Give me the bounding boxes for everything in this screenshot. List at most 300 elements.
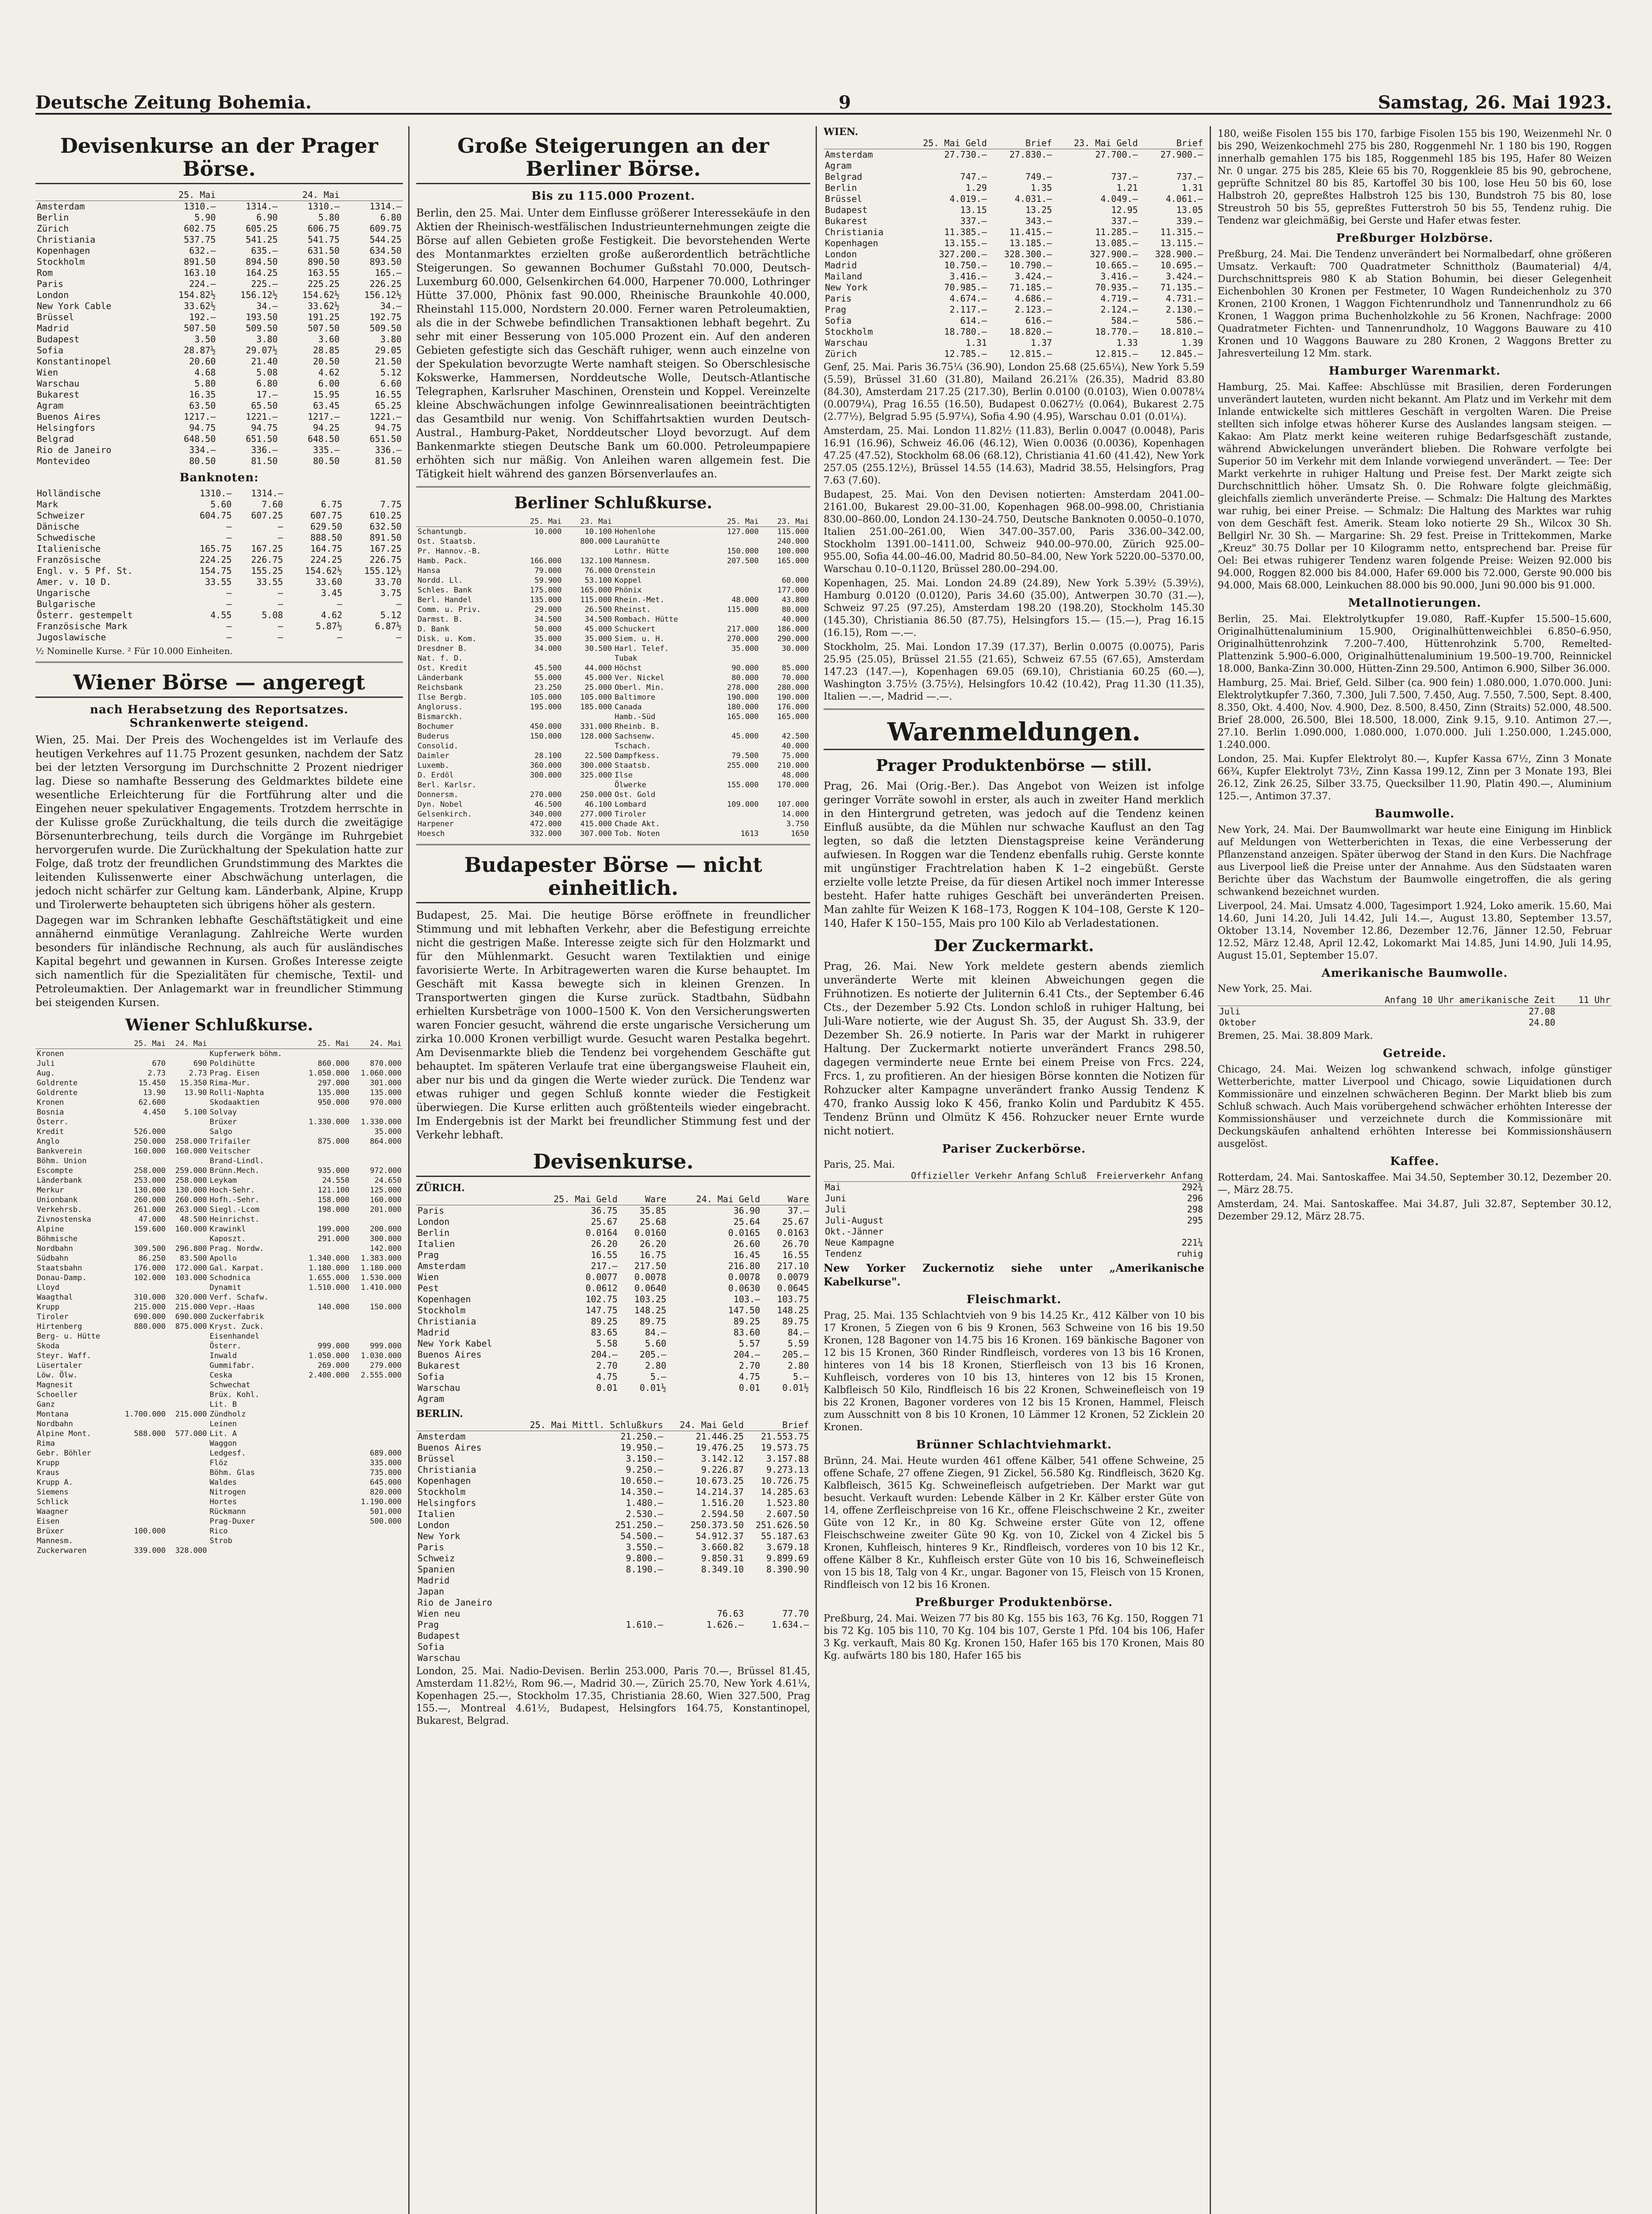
table-cell [668, 1653, 745, 1664]
table-cell: Französische [37, 554, 101, 565]
table-cell: Agram [418, 1393, 445, 1404]
table-row [416, 683, 810, 693]
table-cell [665, 1553, 668, 1564]
table-row [35, 1293, 403, 1302]
table-cell [988, 160, 1053, 171]
table-cell: 970.000 [370, 1098, 402, 1107]
table-cell: 890.50 [307, 256, 340, 267]
article-paragraph: Genf, 25. Mai. Paris 36.75¼ (36.90), London 25.68 (25.65¼), New York 5.59 (5.59), Brüssel 31.60 (31.80), Mailand 26.21⅞ (26.35), Madrid 83.80 (84.30), Amsterdam 217.25 (217.30), Berlin 0.0100 (0.0103), Wien 0.0078¼ (0.0079¼), Prag 16.55 (16.50), Budapest 0.0627½ (0.064), Bukarest 2.75 (2.77½), Belgrad 5.95 (5.97¼), Sofia 4.90 (4.95), Warschau 0.01 (0.01¼). [824, 362, 1204, 422]
table-cell: 185.000 [580, 703, 612, 712]
table-row [35, 1409, 403, 1419]
table-row [824, 304, 1204, 315]
table-cell: 3.416.— [1100, 271, 1138, 282]
table-row [824, 238, 1204, 249]
article-paragraph: Hamburg, 25. Mai. Brief, Geld. Silber (ca. 900 fein) 1.080.000, 1.070.000. Juni: Elektrolytkupfer 7.360, 7.300, Juli 7.500, 7.450, Aug. 7.550, 7.500, Sept. 8.400, 8.350, Okt. 4.400, Nov. 4.900, Dez. 8.500, 8.450, Zinn (Straits) 52.000, 48.500. Brief 28.000, 26.500, Blei 18.500, 18.000, Zink 9.15, 9.10. Antimon 27.—, 27.10. Berlin 1.090.000, 1.080.000, 1.070.000. Juli 1.250.000, 1.245.000, 1.240.000. [1218, 677, 1612, 751]
table-row [824, 348, 1204, 360]
table-row [35, 1331, 403, 1341]
column-header: 23. Mai [563, 517, 613, 527]
table-cell [351, 1536, 403, 1546]
table-cell: Krupp A. [37, 1478, 73, 1487]
table-cell: Agram [37, 400, 64, 411]
table-cell: Harpener [418, 820, 454, 828]
table-cell: 20.50 [313, 356, 340, 367]
table-row [824, 227, 1204, 238]
table-cell [525, 1393, 619, 1405]
table-row [35, 1458, 403, 1468]
table-cell [351, 1215, 403, 1224]
table-cell: Amsterdam [418, 1431, 466, 1442]
table-cell: 2.70 [596, 1360, 618, 1371]
table-row [416, 780, 810, 790]
table-cell: 165.75 [199, 543, 232, 554]
table-cell [167, 1127, 208, 1137]
table-cell [115, 1341, 167, 1351]
table-cell [115, 1468, 167, 1478]
table-cell [900, 1237, 1051, 1248]
wiener-schluss-table [35, 1039, 403, 1556]
table-cell: 103.25 [634, 1294, 666, 1304]
table-cell: 1310.— [307, 201, 340, 212]
table-cell: 526.000 [134, 1127, 166, 1136]
table-cell [351, 1429, 403, 1439]
table-cell: 4.031.— [1014, 194, 1052, 204]
table-cell [619, 1393, 668, 1405]
table-row [416, 654, 810, 663]
produkten-title: Prager Produktenbörse — still. [876, 756, 1152, 775]
table-cell [1051, 1215, 1087, 1226]
table-cell: 337.— [960, 216, 987, 226]
table-cell: Spanien [418, 1564, 455, 1575]
table-cell [298, 1487, 351, 1497]
table-cell: Brüssel [37, 312, 74, 322]
table-cell: Dynamit [209, 1283, 242, 1292]
table-cell [167, 1478, 208, 1487]
table-cell [665, 1442, 668, 1453]
table-cell: Kupferwerk böhm. [209, 1049, 282, 1058]
table-cell: 45.000 [584, 673, 612, 682]
table-cell: 2.130.— [1165, 304, 1203, 315]
table-cell: 893.50 [369, 256, 402, 267]
table-cell: Tendenz [825, 1248, 863, 1259]
table-cell: 251.250.— [615, 1520, 663, 1530]
table-cell: Budapest [418, 1630, 460, 1641]
table-cell: 240.000 [777, 537, 809, 546]
table-cell [1051, 1248, 1087, 1259]
table-cell: 21.250.— [620, 1431, 663, 1442]
table-cell: 3.157.88 [766, 1453, 809, 1464]
table-cell: Mark [37, 499, 58, 510]
table-cell: Pr. Hannov.-B. [418, 547, 481, 556]
table-cell: Böhm. Union [37, 1157, 87, 1165]
table-cell: 261.000 [134, 1205, 166, 1214]
table-row [416, 605, 810, 615]
article-paragraph: Rotterdam, 24. Mai. Santoskaffee. Mai 34.50, September 30.12, Dezember 20.—, März 28.75. [1218, 1172, 1612, 1196]
table-cell: Brüxer [209, 1118, 237, 1126]
table-row [35, 389, 403, 400]
table-cell: Hansa [418, 566, 441, 575]
table-cell: Siemens [37, 1488, 69, 1497]
table-row [35, 1185, 403, 1195]
baumwolle-title: Baumwolle. [1374, 807, 1455, 821]
table-cell: 875.000 [317, 1137, 350, 1146]
table-cell: 331.000 [580, 722, 612, 731]
table-cell: Prag-Duxer [209, 1517, 255, 1526]
table-cell: 5.80 [318, 212, 340, 223]
table-cell: Prag [418, 1250, 439, 1260]
table-cell: Madrid [418, 1575, 450, 1586]
table-cell [1557, 1006, 1612, 1018]
table-cell: 606.75 [307, 223, 340, 234]
table-cell [351, 1380, 403, 1390]
table-cell: — [226, 521, 232, 532]
table-cell: 1.39 [1181, 337, 1203, 348]
table-row [416, 1239, 810, 1250]
table-row [416, 770, 810, 780]
table-cell: 2.80 [645, 1360, 666, 1371]
table-cell: Ost. Staatsb. [418, 537, 477, 546]
table-cell: Helsingfors [418, 1498, 476, 1508]
table-cell: 147.50 [728, 1305, 760, 1316]
table-cell: Berlin [37, 212, 69, 223]
table-row [416, 693, 810, 702]
table-cell: 14.350.— [620, 1486, 663, 1497]
table-cell: 164.25 [245, 267, 278, 278]
table-row [1218, 1006, 1612, 1018]
table-cell [167, 1283, 208, 1293]
table-cell: Mailand [825, 271, 863, 282]
table-cell: Zürich [825, 348, 857, 359]
table-cell: Paris [37, 279, 64, 289]
table-cell: Kaposzt. [209, 1235, 246, 1243]
table-cell [506, 1575, 664, 1586]
table-cell [167, 1341, 208, 1351]
table-cell: Alpine [37, 1225, 64, 1234]
table-cell [115, 1361, 167, 1370]
table-cell: 343.— [1025, 216, 1052, 226]
column-header: Freierverkehr Anfang [1088, 1170, 1204, 1182]
table-cell: Skoda [37, 1342, 60, 1351]
table-cell [745, 1641, 810, 1653]
table-cell: Leinen [209, 1420, 237, 1428]
devisen-prag-table [35, 190, 403, 467]
table-cell: Bankverein [37, 1147, 82, 1156]
table-row [35, 201, 403, 213]
table-cell: Ost. Kredit [418, 664, 468, 673]
table-cell: Hoesch [418, 829, 445, 838]
table-row [35, 1137, 403, 1146]
table-cell: 800.000 [580, 537, 612, 546]
table-row [824, 1237, 1204, 1248]
table-row [35, 378, 403, 389]
table-cell: 870.000 [370, 1059, 402, 1068]
table-row [416, 1498, 810, 1509]
table-cell: Ilse Bergb. [418, 693, 468, 702]
column-header: 25. Mai Geld [525, 1194, 619, 1205]
table-cell: 1.634.— [771, 1619, 809, 1630]
table-cell: New York [418, 1531, 460, 1541]
table-cell: Rombach. Hütte [614, 615, 678, 624]
table-cell [513, 712, 563, 722]
table-cell: 328.000 [175, 1546, 207, 1555]
table-cell: 27.700.— [1095, 149, 1138, 160]
table-cell: 163.10 [184, 267, 216, 278]
table-cell [115, 1049, 167, 1059]
table-cell: 2.124.— [1100, 304, 1138, 315]
table-cell: Lothr. Hütte [614, 547, 669, 556]
table-cell: Gummifabr. [209, 1361, 255, 1370]
table-cell [760, 654, 811, 663]
table-cell: Kopenhagen [37, 245, 90, 256]
table-row [416, 732, 810, 741]
table-cell [900, 1204, 1051, 1215]
table-cell: 6.60 [380, 378, 402, 389]
table-cell: 159.600 [134, 1225, 166, 1234]
article-paragraph: London, 25. Mai. Kupfer Elektrolyt 80.—, Kupfer Kassa 67½, Zinn 3 Monate 66¾, Kupfer Elektrolyt 73½, Zinn Kassa 199.12, Zinn per 3 Monate 193, Blei 26.12, Zink 26.25, Silber 33.75, Quecksilber 11.90, Platin 490.—, Aluminium 125.—, Antimon 37.37. [1218, 754, 1612, 802]
table-cell [563, 712, 613, 722]
table-cell: Nat. f. D. [418, 654, 463, 663]
table-cell: 25.000 [584, 683, 612, 692]
table-row [416, 634, 810, 644]
table-cell: 300.000 [530, 771, 562, 780]
table-row [35, 532, 403, 543]
table-cell: 5.59 [787, 1338, 809, 1349]
table-header [416, 517, 810, 527]
column-header [824, 138, 902, 149]
table-cell: 80.000 [731, 673, 759, 682]
table-cell: Bosnia [37, 1108, 64, 1117]
table-cell: 10.100 [584, 527, 612, 536]
table-cell: 70.985.— [944, 282, 987, 293]
table-cell: 950.000 [317, 1098, 350, 1107]
table-cell: Böhmische [37, 1235, 78, 1243]
table-row [416, 829, 810, 839]
table-row [35, 1370, 403, 1380]
table-cell: 634.50 [369, 245, 402, 256]
table-cell: 23.250 [534, 683, 562, 692]
table-cell [563, 546, 613, 556]
table-cell: Mannesm. [614, 557, 651, 565]
table-row [35, 1361, 403, 1370]
table-cell: 8.190.— [626, 1564, 663, 1575]
table-cell [298, 1156, 351, 1166]
column-header: Brief [1139, 138, 1204, 149]
table-cell: Mai [825, 1182, 841, 1192]
table-header [35, 1039, 403, 1049]
table-cell: 5.60 [645, 1338, 666, 1349]
table-cell: 167.25 [251, 543, 283, 554]
table-cell: 1.530.000 [360, 1273, 402, 1282]
table-cell [167, 1331, 208, 1341]
table-cell: 270.000 [727, 635, 759, 643]
table-cell [167, 1419, 208, 1429]
table-row [416, 1586, 810, 1597]
table-cell [351, 1293, 403, 1302]
table-cell: New York Cable [37, 301, 112, 311]
table-row [35, 434, 403, 445]
table-cell: Flöz [209, 1459, 228, 1467]
table-cell: 191.25 [307, 312, 340, 322]
table-cell [665, 1431, 668, 1443]
table-cell: 325.000 [580, 771, 612, 780]
table-cell: 328.900.— [1155, 249, 1203, 259]
table-cell: Sofia [825, 315, 852, 326]
table-cell: 102.000 [134, 1273, 166, 1282]
article-paragraph: Hamburg, 25. Mai. Kaffee: Abschlüsse mit Brasilien, deren Forderungen unverändert lauteten, wurden nicht bekannt. Am Platz und im Verkehr mit dem Inlande entwickelte sich mittleres Geschäft in vergolten Waren. Die Preise stellten sich infolge etwas höherer Kurse des Auslandes langsam steigen. — Kakao: Am Platz merkt keine weiteren ruhige Bedarfsgeschäft zustande, während Abwickelungen unverändert blieben. Die Rohware verfolgte bei Superior 50 im Verkehr mit dem Inlande vorwiegend unverändert. — Tee: Der Markt verkehrte in ruhiger Haltung und Preise fest. Der Markt zeigte sich Durchschnittlich höher. Umsatz Sh. 0. Die Rohware folgte gleichmäßig, gleichfalls ziemlich unveränderte Preise. — Schmalz: Die Haltung des Marktes war ruhig, bei einer Preise. — Schmalz: Die Haltung des Marktes war ruhig von dem Geschäft fest. Amerik. Steam loko notierte 29 Sh., Wilcox 30 Sh. Bellgirl Nr. 30 Sh. — Margarine: Sh. 29 fest. Preise in Trittekommen, Marke „Kreuz" 30.75 Dollar per 10 Kilogramm netto, entsprechend bar. Preise für Oel: Bei etwas ruhigerer Tendenz waren folgende Preise: Weizen 92.000 bis 94.000, Roggen 82.000 bis 84.000, Hafer 69.000 bis 72.000, Gerste 90.000 bis 94.000, Mais 68.000, Leinkuchen 88.000 bis 90.000, Juni 90.000 bis 91.000. [1218, 382, 1612, 591]
table-cell: 9.850.31 [701, 1553, 744, 1564]
table-row [416, 1464, 810, 1475]
table-row [35, 1517, 403, 1526]
table-cell: 89.25 [733, 1316, 760, 1327]
table-cell: 737.— [1111, 171, 1138, 182]
table-row [35, 1390, 403, 1400]
table-row [824, 1204, 1204, 1215]
table-cell: 11.415.— [1009, 227, 1052, 237]
table-cell: 972.000 [370, 1166, 402, 1175]
table-cell [665, 1464, 668, 1475]
table-cell: Heinrichst. [209, 1215, 259, 1224]
table-cell [115, 1439, 167, 1448]
table-cell: 1221.— [369, 411, 402, 422]
table-cell: 999.000 [370, 1342, 402, 1351]
column-header [665, 1420, 668, 1431]
table-cell: 35.85 [639, 1205, 666, 1216]
table-cell [115, 1370, 167, 1380]
table-row [416, 673, 810, 683]
table-cell: Disk. u. Kom. [418, 635, 477, 643]
column-header: Ware [619, 1194, 668, 1205]
table-cell: 7.75 [380, 499, 402, 510]
table-cell: 320.000 [175, 1293, 207, 1302]
table-cell: 0.0612 [585, 1283, 618, 1293]
table-cell: 9.226.87 [701, 1464, 744, 1475]
table-row [416, 1486, 810, 1498]
table-cell: 150.000 [370, 1303, 402, 1312]
table-cell: 102.75 [585, 1294, 618, 1304]
table-row [35, 488, 403, 499]
table-row [35, 1068, 403, 1078]
table-cell: 3.660.82 [701, 1542, 744, 1552]
berlin-steigerungen-subtitle: Bis zu 115.000 Prozent. [531, 190, 695, 203]
table-cell: 632.— [189, 245, 216, 256]
table-cell: Waagthal [37, 1293, 73, 1302]
table-cell: 544.25 [369, 234, 402, 245]
table-cell [1051, 1204, 1087, 1215]
table-row [35, 1497, 403, 1507]
table-cell: 18.820.— [1009, 326, 1052, 337]
table-cell: Juli [825, 1204, 847, 1215]
table-cell: Krupp [37, 1459, 60, 1467]
table-cell: 1.050.000 [308, 1069, 350, 1078]
table-cell [506, 1586, 664, 1597]
table-cell: 605.25 [245, 223, 278, 234]
table-cell: 107.000 [777, 800, 809, 809]
table-cell: Wien neu [418, 1608, 460, 1619]
article-paragraph: Preßburg, 24. Mai. Die Tendenz unverändert bei Normalbedarf, ohne größeren Umsatz. Verkauft: 700 Quadratmeter Schnittholz (Baumaterial) 4/4, Durchschnittspreis 980 K ab Station Bohumin, bei dieser Gelegenheit Eichenbohlen 30 Kronen per Festmeter, 10 Wagen Rundeichenholz zu 370 Kronen, 2100 Kronen, 1 Waggon Fichtenrundholz und Tannenrundholz zu 66 Kronen, 1 Waggon prima Buchenholzkohle zu 56 Kronen, Nachfrage: 2000 Quadratmeter Fichten- und Tannenrundholz, 10 Waggons Bauware zu 410 Kronen und 10 Waggons Bauware zu 280 Kronen, 2 Waggons Bretter zu Jahresverteilung 12 Mm. stark. [1218, 249, 1612, 359]
table-cell: 0.0645 [777, 1283, 809, 1293]
amer-date: New York, 25. Mai. [1218, 983, 1312, 995]
table-cell [665, 1498, 668, 1509]
table-cell: 24.80 [1528, 1017, 1555, 1028]
table-cell: Österr. gestempelt [37, 610, 133, 620]
table-cell: 21.446.25 [696, 1431, 744, 1442]
masthead [35, 86, 1612, 115]
table-cell: Kryst. Zuck. [209, 1322, 264, 1331]
table-cell [710, 790, 760, 800]
table-cell: Hoch-Sehr. [209, 1186, 255, 1195]
table-cell: 18.810.— [1160, 326, 1203, 337]
table-row [416, 819, 810, 829]
table-cell: 166.000 [530, 557, 562, 565]
table-cell: Staatsb. [614, 761, 651, 770]
table-cell: Nordbahn [37, 1420, 73, 1428]
table-cell: 226.75 [369, 554, 402, 565]
metall-title: Metallnotierungen. [1348, 596, 1482, 610]
table-cell: 9.899.69 [766, 1553, 809, 1564]
table-cell: 263.000 [175, 1205, 207, 1214]
table-cell: 22.500 [584, 751, 612, 760]
table-cell [506, 1630, 664, 1641]
table-cell: 472.000 [530, 820, 562, 828]
table-cell: — [396, 599, 402, 609]
table-cell: — [278, 599, 283, 609]
table-cell: Angloruss. [418, 703, 463, 712]
table-cell: 14.214.37 [696, 1486, 744, 1497]
table-cell: 1.330.000 [360, 1118, 402, 1126]
table-cell [167, 1117, 208, 1127]
table-cell: 175.000 [530, 586, 562, 595]
column-2 [416, 126, 810, 2214]
table-row [35, 334, 403, 345]
table-cell: 105.000 [530, 693, 562, 702]
table-cell: 820.000 [370, 1488, 402, 1497]
table-cell: 501.000 [370, 1507, 402, 1516]
table-cell [115, 1419, 167, 1429]
pariser-zucker-table [824, 1170, 1204, 1259]
table-header [35, 190, 403, 201]
table-cell: 155.25 [251, 565, 283, 576]
table-cell: 13.15 [960, 205, 987, 215]
table-cell: 614.— [960, 315, 987, 326]
table-cell [506, 1653, 664, 1664]
table-cell [710, 537, 760, 546]
table-cell: 1.410.000 [360, 1283, 402, 1292]
table-cell: 14.285.63 [761, 1486, 809, 1497]
table-cell: 215.000 [134, 1303, 166, 1312]
table-cell [563, 741, 613, 751]
table-row [35, 356, 403, 367]
table-cell: Bukarest [37, 389, 80, 400]
column-header [35, 190, 155, 201]
table-cell: 16.75 [639, 1250, 666, 1260]
table-row [416, 546, 810, 556]
table-cell: 18.780.— [944, 326, 987, 337]
table-cell: 1.700.000 [125, 1410, 166, 1419]
table-cell: 3.550.— [626, 1542, 663, 1552]
table-cell: 79.000 [534, 566, 562, 575]
table-cell [668, 1630, 745, 1641]
table-cell: Amsterdam [37, 201, 85, 212]
wiener-schluss-title: Wiener Schlußkurse. [125, 1016, 313, 1034]
table-row [416, 809, 810, 819]
table-cell: 4.62 [318, 367, 340, 378]
table-cell: — [278, 588, 283, 598]
zurich-label: ZÜRICH. [416, 1182, 465, 1194]
table-row [416, 741, 810, 751]
table-cell: Tubak [614, 654, 638, 663]
table-cell: 1.330.000 [308, 1118, 350, 1126]
table-cell: 115.000 [580, 596, 612, 604]
table-cell: 84.— [787, 1327, 809, 1338]
